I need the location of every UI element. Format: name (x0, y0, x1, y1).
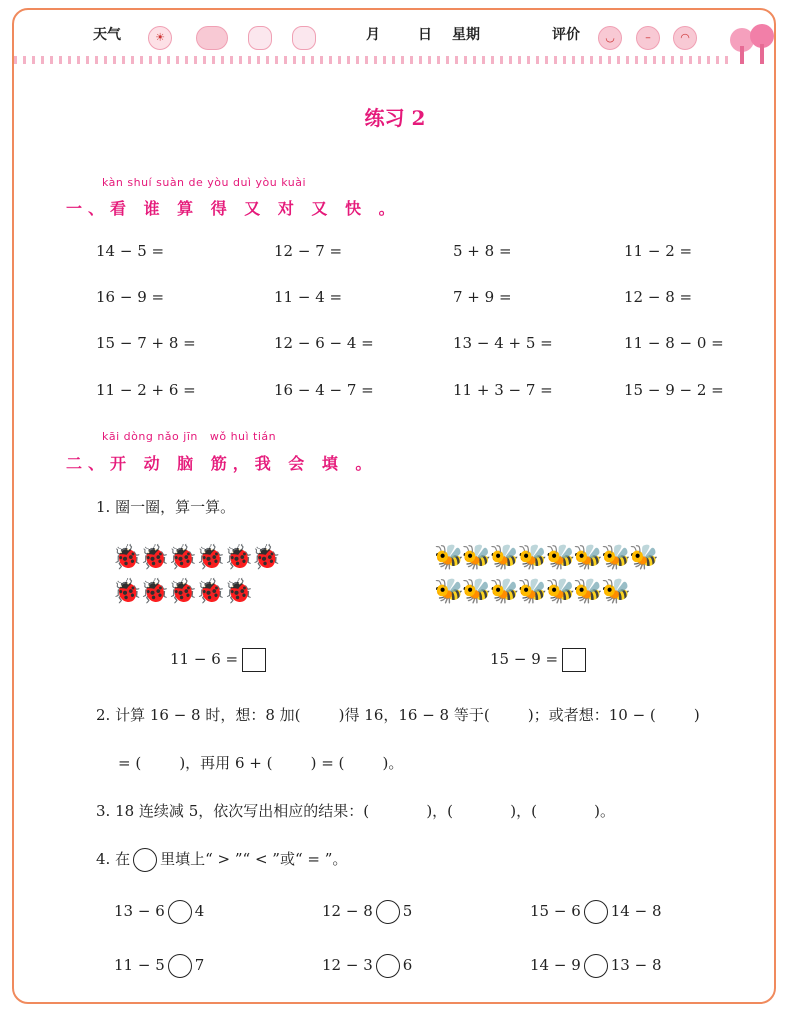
arithmetic-problem: 11 − 2 + 6 = (96, 381, 196, 399)
left-expr: 14 − 9 (530, 956, 581, 974)
right-expr: 7 (194, 956, 205, 974)
comparison-item (322, 954, 412, 978)
weather-label: 天气 (93, 27, 121, 43)
comparison-item (322, 900, 412, 924)
equation-text: 11 − 6 = (170, 650, 239, 668)
right-expr: 13 − 8 (610, 956, 662, 974)
comparison-item (114, 954, 204, 978)
compare-circle[interactable] (376, 900, 400, 924)
left-expr: 13 − 6 (114, 902, 165, 920)
arithmetic-problem: 11 + 3 − 7 = (453, 381, 553, 399)
question-2-line2: = ( )，再用 6 + ( ) = ( )。 (118, 754, 404, 772)
arithmetic-problem: 15 − 9 − 2 = (624, 381, 724, 399)
answer-box[interactable] (562, 648, 586, 672)
arithmetic-problem: 14 − 5 = (96, 242, 165, 260)
ladybug-picture: 🐞🐞🐞🐞🐞🐞 🐞🐞🐞🐞🐞 (112, 543, 280, 605)
arithmetic-problem: 15 − 7 + 8 = (96, 334, 196, 352)
arithmetic-problem: 11 − 2 = (624, 242, 693, 260)
snow-cloud-icon (292, 26, 316, 50)
sad-face-icon: ◠ (673, 26, 697, 50)
compare-circle[interactable] (584, 954, 608, 978)
question-3: 3. 18 连续减 5，依次写出相应的结果：( )，( )，( )。 (96, 802, 616, 820)
right-expr: 5 (402, 902, 413, 920)
comparison-item (530, 900, 662, 924)
q4-suffix: 里填上“ > ”“ < ”或“ = ”。 (160, 850, 348, 868)
left-expr: 12 − 3 (322, 956, 373, 974)
cloud-icon (196, 26, 228, 50)
left-expr: 12 − 8 (322, 902, 373, 920)
arithmetic-problem: 7 + 9 = (453, 288, 512, 306)
q1-equation-left (170, 648, 266, 672)
section2-pinyin: kāi dòng nǎo jīn wǒ huì tián (102, 430, 277, 443)
month-label: 月 (366, 27, 380, 43)
right-expr: 4 (194, 902, 205, 920)
arithmetic-problem: 12 − 8 = (624, 288, 693, 306)
rain-cloud-icon (248, 26, 272, 50)
day-label: 日 (418, 27, 432, 43)
question-2-line1: 2. 计算 16 − 8 时，想：8 加( )得 16，16 − 8 等于( )；或者想：10 − ( ) (96, 706, 700, 724)
answer-box[interactable] (242, 648, 266, 672)
left-expr: 15 − 6 (530, 902, 581, 920)
arithmetic-problem: 13 − 4 + 5 = (453, 334, 553, 352)
arithmetic-problem: 16 − 4 − 7 = (274, 381, 374, 399)
compare-circle[interactable] (376, 954, 400, 978)
rating-label: 评价 (552, 27, 580, 43)
comparison-item (530, 954, 662, 978)
page-title: 练习 2 (364, 106, 426, 130)
sun-icon: ☀ (148, 26, 172, 50)
q1-equation-right (490, 648, 586, 672)
arithmetic-problem: 11 − 8 − 0 = (624, 334, 724, 352)
compare-circle[interactable] (168, 900, 192, 924)
arithmetic-problem: 5 + 8 = (453, 242, 512, 260)
q4-prefix: 4. 在 (96, 850, 131, 868)
happy-face-icon: ◡ (598, 26, 622, 50)
section1-pinyin: kàn shuí suàn de yòu duì yòu kuài (102, 176, 306, 189)
section2-heading: 二、开 动 脑 筋，我 会 填 。 (66, 454, 378, 473)
left-expr: 11 − 5 (114, 956, 165, 974)
section1-heading: 一、看 谁 算 得 又 对 又 快 。 (66, 199, 401, 218)
compare-circle[interactable] (584, 900, 608, 924)
tree-icon (728, 20, 774, 64)
arithmetic-problem: 12 − 6 − 4 = (274, 334, 374, 352)
decorative-border (14, 56, 734, 64)
question-1: 1. 圈一圈，算一算。 (96, 498, 236, 516)
bee-picture: 🐝🐝🐝🐝🐝🐝🐝🐝 🐝🐝🐝🐝🐝🐝🐝 (434, 543, 658, 605)
circle-icon (133, 848, 157, 872)
arithmetic-problem: 16 − 9 = (96, 288, 165, 306)
right-expr: 14 − 8 (610, 902, 662, 920)
right-expr: 6 (402, 956, 413, 974)
arithmetic-problem: 11 − 4 = (274, 288, 343, 306)
arithmetic-problem: 12 − 7 = (274, 242, 343, 260)
compare-circle[interactable] (168, 954, 192, 978)
comparison-item (114, 900, 204, 924)
question-4 (96, 848, 347, 872)
equation-text: 15 − 9 = (490, 650, 559, 668)
neutral-face-icon: – (636, 26, 660, 50)
weekday-label: 星期 (452, 27, 480, 43)
